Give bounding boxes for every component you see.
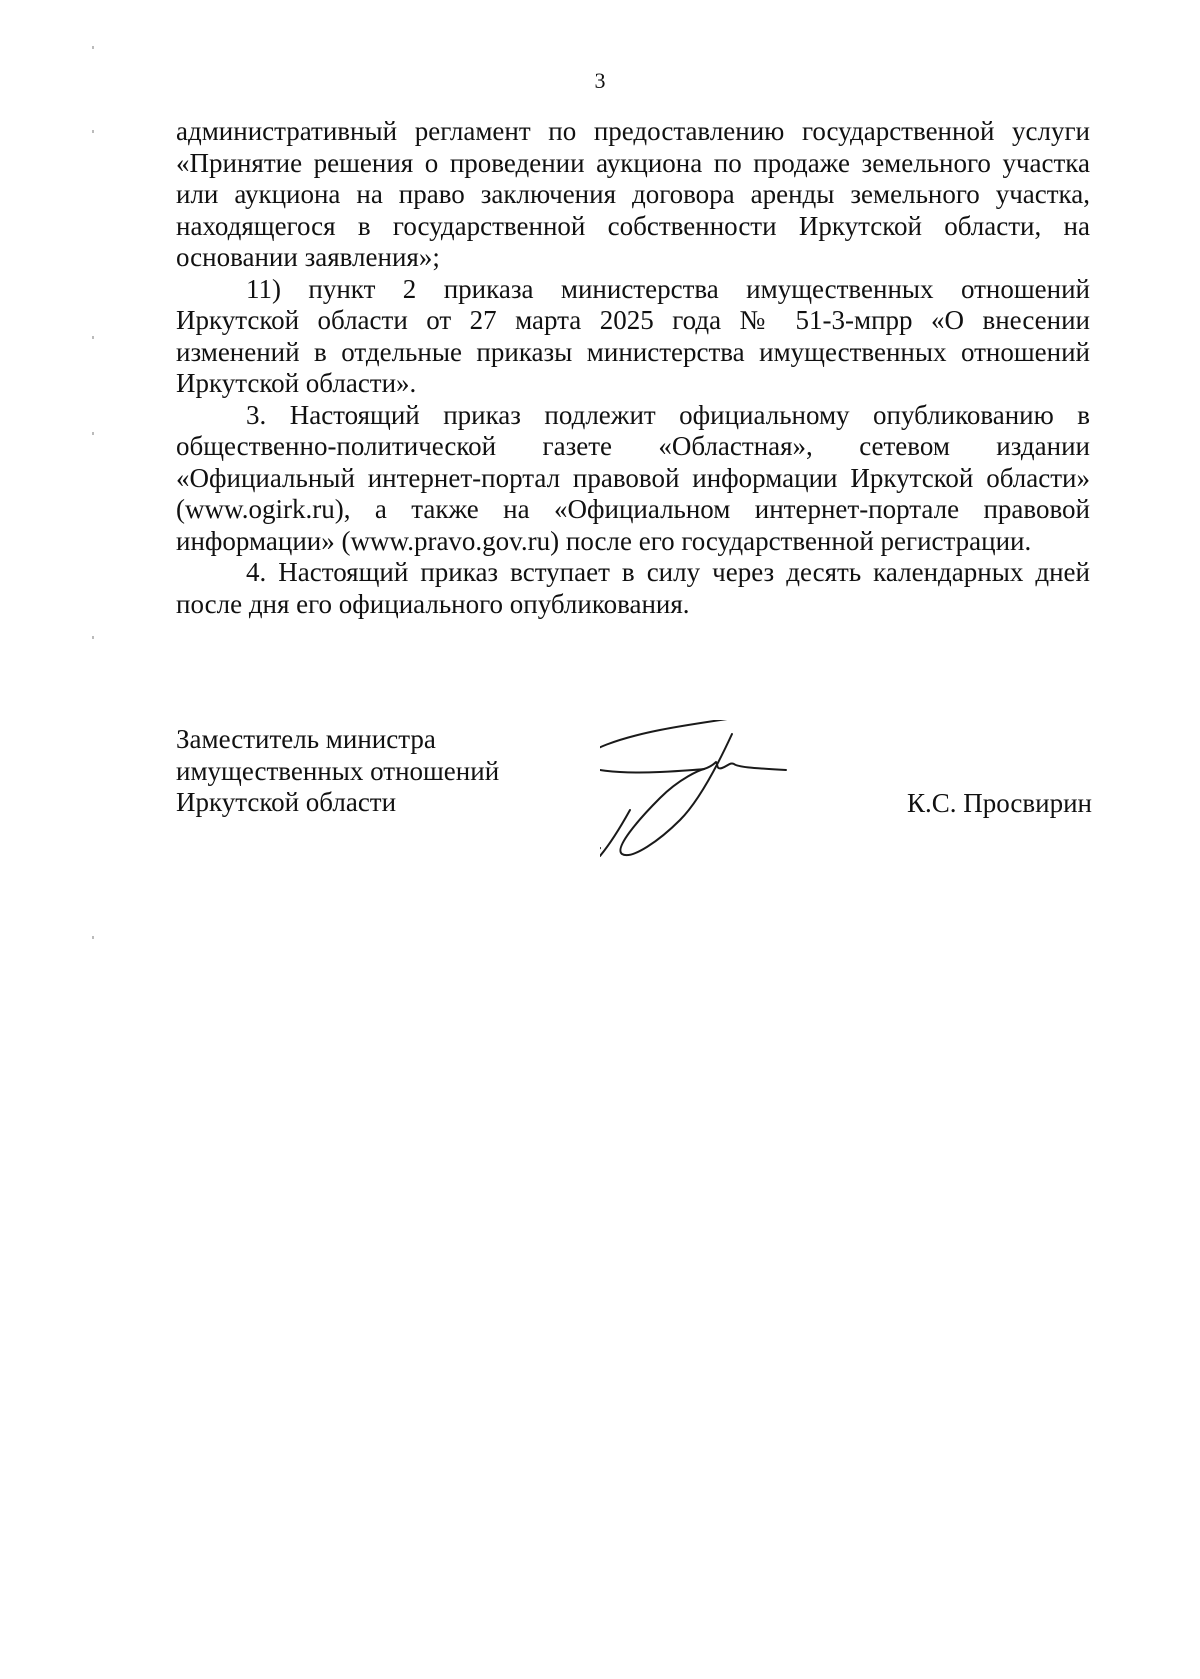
signatory-position [176,724,499,819]
position-line-1: Заместитель министра [176,724,436,754]
signer-name: К.С. Просвирин [906,788,1092,818]
paragraph-3: 3. Настоящий приказ подлежит официальному опубликованию в общественно-политической газете «Областная», сетевом издании «Официальный интернет-портал правовой информации Иркутской области» (www.ogirk.ru), а также на «Официальном интернет-портале правовой информации» (www.pravo.gov.ru) после его государственной регистрации. [176,399,1090,556]
scan-margin-speck [92,336,94,339]
handwritten-signature [600,720,880,910]
paragraph-continuation: административный регламент по предоставлению государственной услуги «Принятие решения о проведении аукциона по продаже земельного участка или аукциона на право заключения договора аренды земельного участка, находящегося в государственной собственности Иркутской области, на основании заявления»; [176,116,1090,272]
paragraph-4: 4. Настоящий приказ вступает в силу через десять календарных дней после дня его официального опубликования. [176,557,1090,619]
scan-margin-speck [92,636,94,639]
position-line-2: имущественных отношений [176,755,500,786]
scan-margin-speck [92,46,94,49]
page-number: 3 [594,68,606,93]
scan-margin-speck [92,936,94,939]
scan-margin-speck [92,130,94,133]
document-body [176,116,1090,620]
scan-margin-speck [92,432,94,435]
paragraph-item-11: 11) пункт 2 приказа министерства имущественных отношений Иркутской области от 27 марта 2025 года № 51-3-мпрр «О внесении изменений в отдельные приказы министерства имущественных отношений Иркутской области». [176,273,1090,398]
position-line-3: Иркутской области [176,787,397,817]
